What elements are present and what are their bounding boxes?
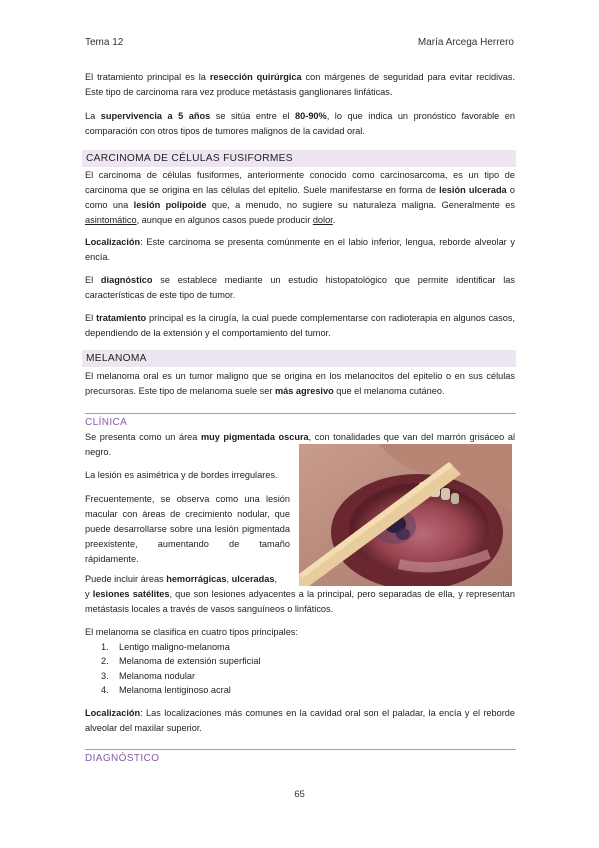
list-item: 1. Lentigo maligno-melanoma: [101, 642, 230, 652]
mouth-illustration: [299, 444, 512, 586]
section-heading-melanoma: MELANOMA: [82, 350, 516, 367]
clinica-pigmentation: Se presenta como un área muy pigmentada oscura, con tonalidades que van del marrón grisáceo al negro.: [85, 432, 515, 457]
list-item: 2. Melanoma de extensión superficial: [101, 656, 261, 667]
divider-clinica: [85, 413, 516, 414]
intro-paragraph-treatment: El tratamiento principal es la resección quirúrgica con márgenes de seguridad para evitar recidivas. Este tipo de carcinoma rara vez produce metástasis ganglionares linfáticas.: [85, 72, 515, 97]
fusiformes-treatment: El tratamiento principal es la cirugía, la cual puede complementarse con radioterapia en algunos casos, dependiendo de la extensión y el comportamiento del tumor.: [85, 313, 515, 338]
clinica-asymmetry: La lesión es asimétrica y de bordes irregulares.: [85, 470, 278, 480]
clinica-satellite-lesions: y lesiones satélites, que son lesiones adyacentes a la principal, pero separadas de ella, y representan metástasis locales a través de vasos sanguíneos o linfáticos.: [85, 589, 515, 614]
fusiformes-location: Localización: Este carcinoma se presenta comúnmente en el labio inferior, lengua, reborde alveolar y encía.: [85, 237, 515, 262]
melanoma-types-list: [101, 640, 260, 697]
list-item: 3. Melanoma nodular: [101, 670, 196, 681]
subheading-diagnostico: DIAGNÓSTICO: [85, 753, 160, 764]
melanoma-location: Localización: Las localizaciones más comunes en la cavidad oral son el paladar, la encía y el reborde alveolar del maxilar superior.: [85, 708, 515, 733]
melanoma-description: El melanoma oral es un tumor maligno que se origina en los melanocitos del epitelio o en sus células precursoras. Este tipo de melanoma suele ser más agresivo que el melanoma cutáneo.: [85, 371, 515, 396]
page-number: 65: [294, 789, 305, 800]
subheading-clinica: CLÍNICA: [85, 417, 128, 428]
header-topic: Tema 12: [85, 37, 124, 48]
intro-paragraph-survival: La supervivencia a 5 años se sitúa entre el 80-90%, lo que indica un pronóstico favorable en comparación con otros tipos de tumores malignos de la cavidad oral.: [85, 111, 516, 136]
fusiformes-diagnosis: El diagnóstico se establece mediante un estudio histopatológico que permite identificar las características de este tipo de tumor.: [85, 275, 515, 300]
divider-diagnostico: [85, 749, 516, 750]
section-heading-fusiformes: CARCINOMA DE CÉLULAS FUSIFORMES: [82, 150, 516, 167]
clinica-areas: Puede incluir áreas hemorrágicas, ulceradas,: [85, 574, 278, 584]
header-author: María Arcega Herrero: [417, 37, 514, 48]
fusiformes-description: El carcinoma de células fusiformes, anteriormente conocido como carcinosarcoma, es un tipo de carcinoma que se origina en las células del epitelio. Suele manifestarse en forma de lesión ulcerada o como una lesión polipoide que, a menudo, no sugiere su naturaleza maligna. Generalmente es asintomático, aunque en algunos casos puede producir dolor.: [85, 170, 515, 225]
list-item: 4. Melanoma lentiginoso acral: [101, 684, 231, 695]
melanoma-types-intro: El melanoma se clasifica en cuatro tipos principales:: [85, 627, 298, 637]
oral-melanoma-photo: [299, 444, 512, 586]
clinica-growth: Frecuentemente, se observa como una lesión macular con áreas de crecimiento nodular, que puede desarrollarse sobre una lesión pigmentada preexistente, aumentando de tamaño rápidamente.: [85, 494, 290, 564]
